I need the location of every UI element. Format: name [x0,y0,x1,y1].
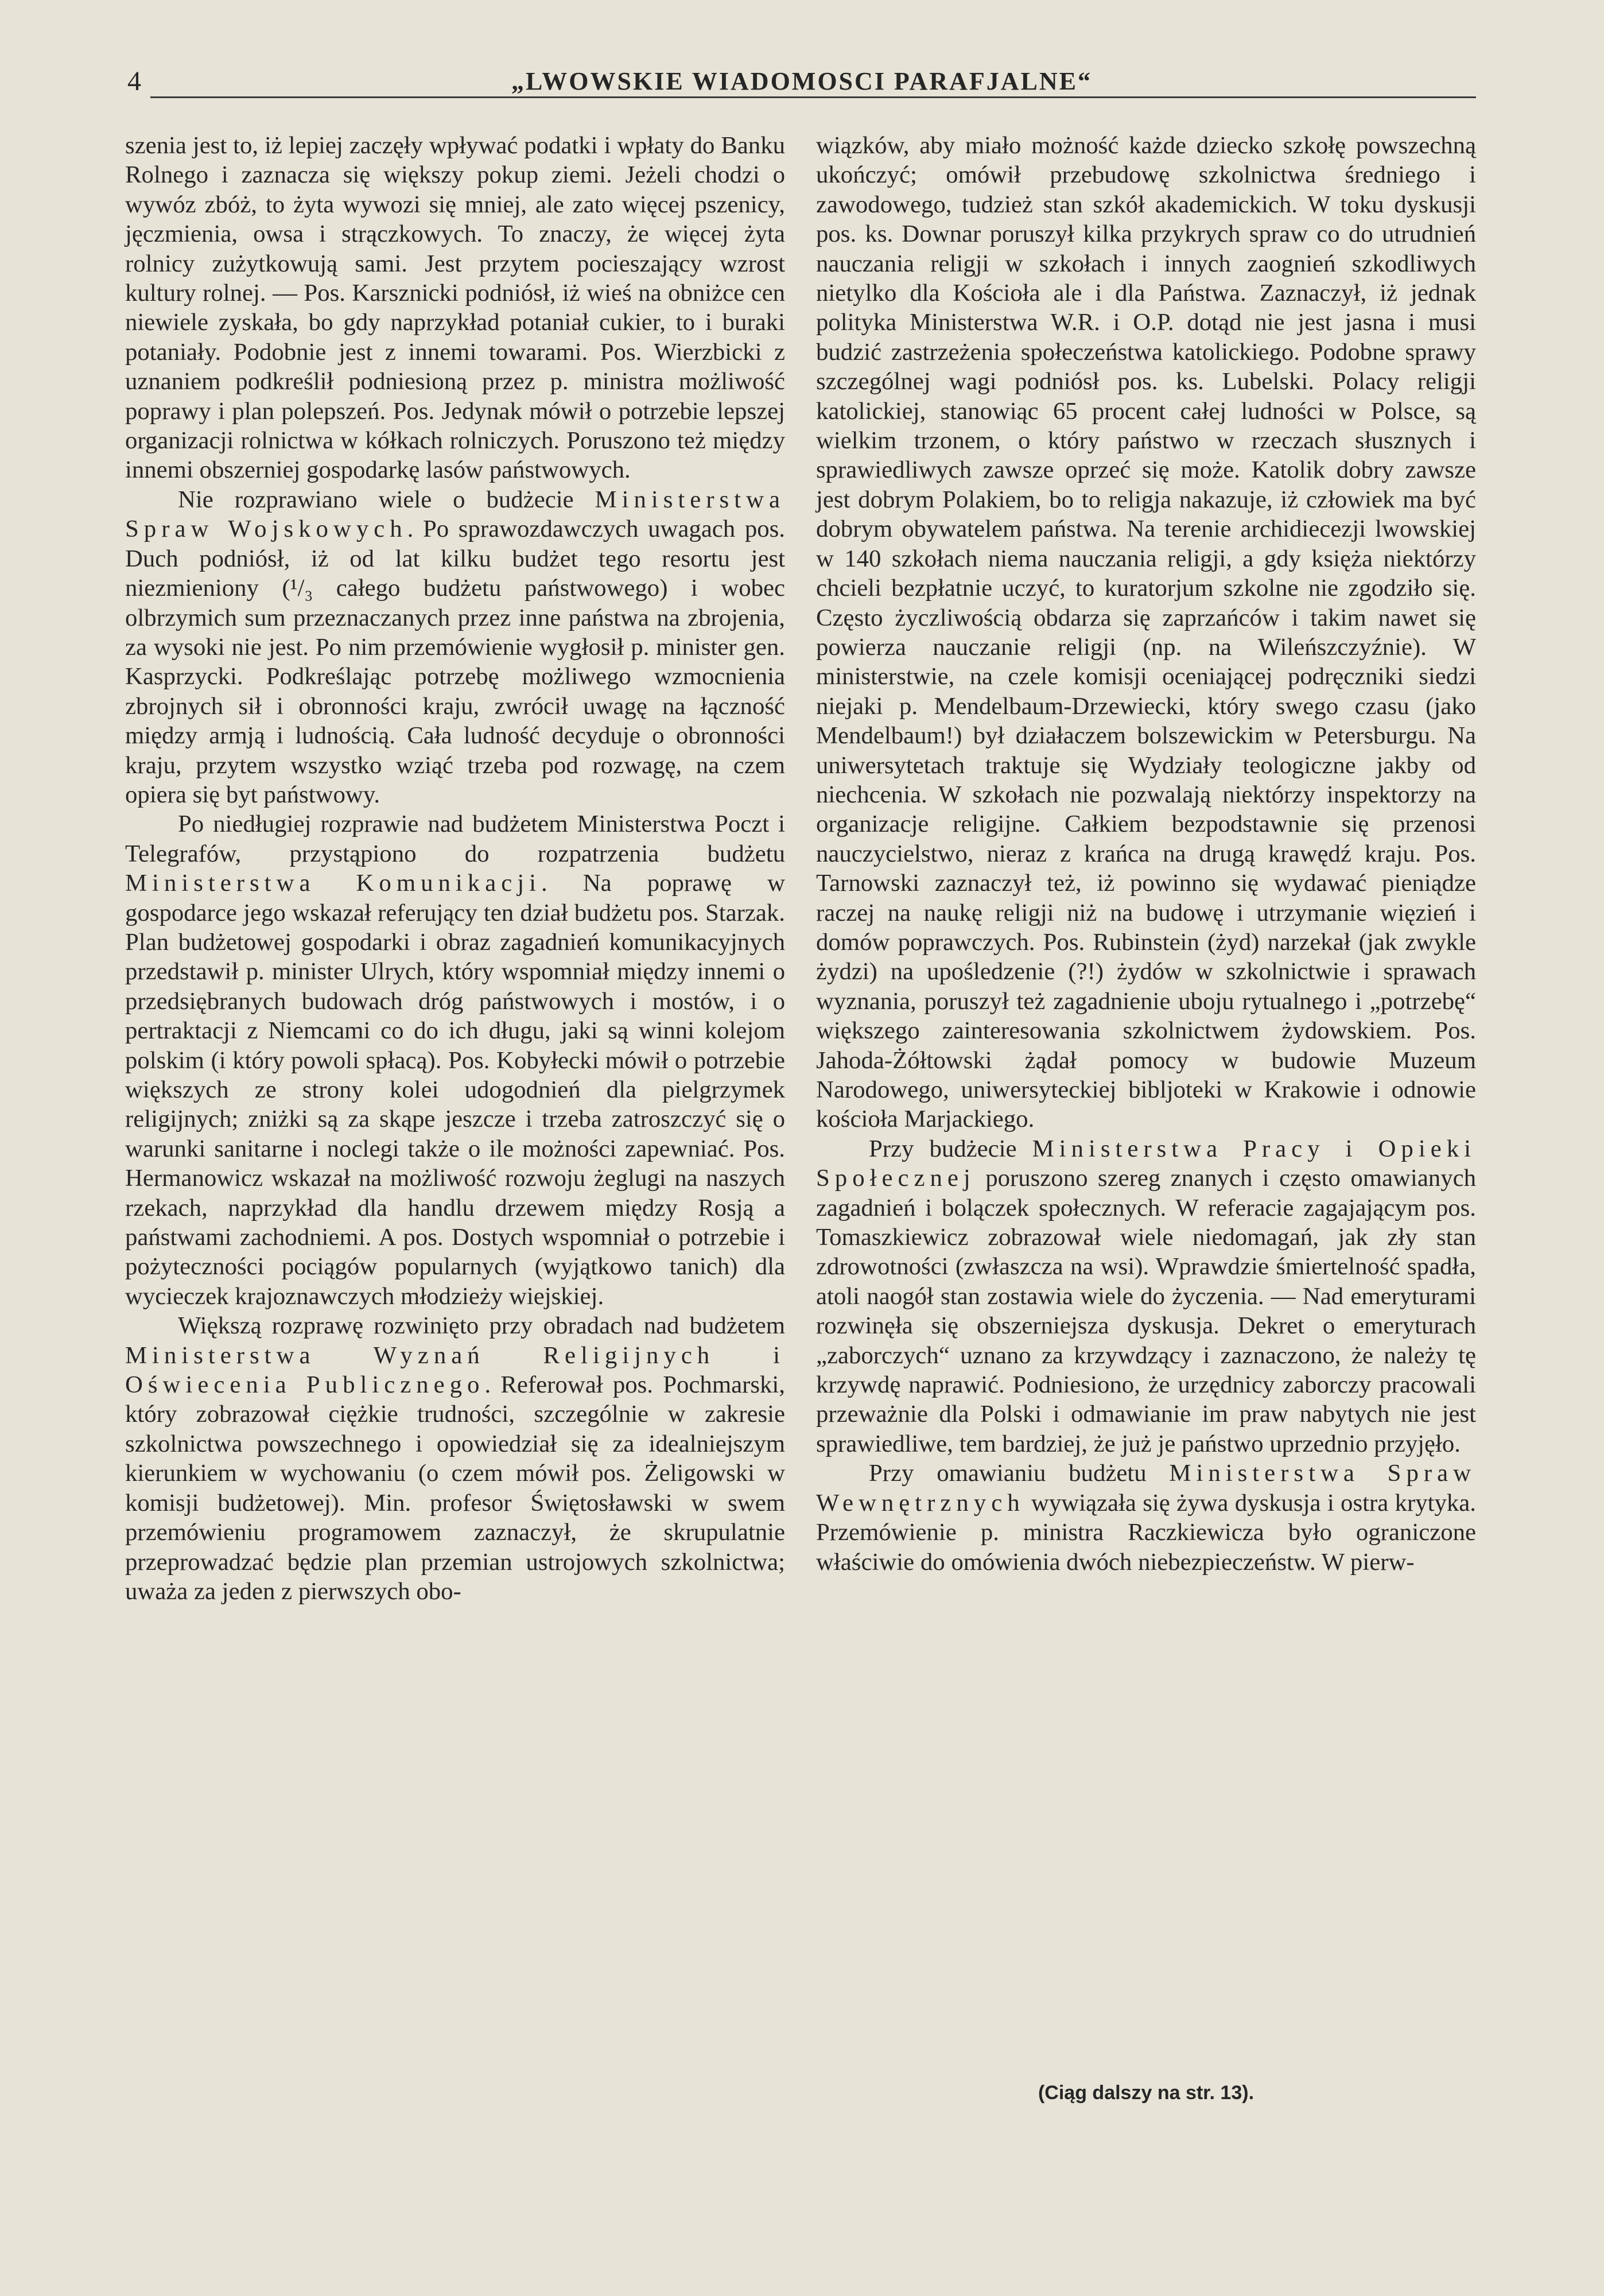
paragraph: Większą rozprawę rozwinięto przy obradach nad budżetem Ministerstwa Wyznań Religijnych i Oświecenia Publicznego. Referował pos. Pochmarski, który zobrazował ciężkie trudności, szczególnie w zakresie szkolnictwa powszechnego i opowiedział się za idealniejszym kierunkiem w wychowaniu (o czem mówił pos. Żeligowski w komisji budżetowej). Min. profesor Świętosławski w swem przemówieniu programowem zaznaczył, że skrupulatnie przeprowadzać będzie plan przemian ustrojowych szkolnictwa; uważa za jeden z pierwszych obo- [125,1312,786,1605]
page-header [127,64,1476,99]
paragraph: Przy omawianiu budżetu Ministerstwa Spraw Wewnętrznych wywiązała się żywa dyskusja i ostra krytyka. Przemówienie p. ministra Raczkiewicza było ograniczone właściwie do omówienia dwóch niebezpieczeństw. W pierw- [816,1460,1477,1576]
right-column [816,131,1476,1577]
page-number: 4 [127,66,141,96]
paragraph: szenia jest to, iż lepiej zaczęły wpływać podatki i wpłaty do Banku Rolnego i zaznacza się większy pokup ziemi. Jeżeli chodzi o wywóz zbóż, to żyta wywozi się mniej, ale zato więcej pszenicy, jęczmienia, owsa i strączkowych. To znaczy, że więcej żyta rolnicy zużytkowują sami. Jest przytem pocieszający wzrost kultury rolnej. — Pos. Karsznicki podniósł, iż wieś na obniżce cen niewiele zyskała, bo gdy naprzykład potaniał cukier, to i buraki potaniały. Podobnie jest z innemi towarami. Pos. Wierzbicki z uznaniem podkreślił podniesioną przez p. ministra możliwość poprawy i plan polepszeń. Pos. Jedynak mówił o potrzebie lepszej organizacji rolnictwa w kółkach rolniczych. Poruszono też między innemi obszerniej gospodarkę lasów państwowych. [125,132,785,484]
running-title: „LWOWSKIE WIADOMOSCI PARAFJALNE“ [511,67,1092,95]
header-rule [150,96,1476,98]
ministry-name: Ministerstwa Spraw Wojskowych [125,486,785,543]
ministry-name: Ministerstwa Spraw Wewnętrznych [816,1460,1477,1517]
ministry-name: Ministerstwa Wyznań Religijnych i Oświecenia Publicznego [125,1341,785,1399]
continuation-note: (Ciąg dalszy na str. 13). [1038,2082,1255,2104]
paragraph: Po niedługiej rozprawie nad budżetem Ministerstwa Poczt i Telegrafów, przystąpiono do rozpatrzenia budżetu Ministerstwa Komunikacji. Na poprawę w gospodarce jego wskazał referujący ten dział budżetu pos. Starzak. Plan budżetowej gospodarki i obraz zagadnień komunikacyjnych przedstawił p. minister Ulrych, który wspomniał między innemi o przedsiębranych budowach dróg państwowych i mostów, i o pertraktacji z Niemcami co do ich długu, jaki są winni kolejom polskim (i który powoli spłacą). Pos. Kobyłecki mówił o potrzebie większych ze strony kolei udogodnień dla pielgrzymek religijnych; zniżki są za skąpe jeszcze i trzeba zatroszczyć się o warunki sanitarne i noclegi także o ile możności zapewniać. Pos. Hermanowicz wskazał na możliwość rozwoju żeglugi na naszych rzekach, naprzykład dla handlu drzewem między Rosją a państwami zachodniemi. A pos. Dostych wspomniał o potrzebie i pożyteczności pociągów popularnych (wyjątkowo tanich) dla wycieczek krajoznawczych młodzieży wiejskiej. [125,810,786,1310]
paragraph: Nie rozprawiano wiele o budżecie Ministerstwa Spraw Wojskowych. Po sprawozdawczych uwagach pos. Duch podniósł, iż od lat kilku budżet tego resortu jest niezmieniony (¹/₃ całego budżetu państwowego) i wobec olbrzymich sum przeznaczanych przez inne państwa na zbrojenia, za wysoki nie jest. Po nim przemówienie wygłosił p. minister gen. Kasprzycki. Podkreślając potrzebę możliwego wzmocnienia zbrojnych sił i obronności kraju, zwrócił uwagę na łączność między armją i ludnością. Cała ludność decyduje o obronności kraju, przytem wszystko wziąć trzeba pod rozwagę, na czem opiera się byt państwowy. [125,486,785,808]
ministry-name: Ministerstwa Komunikacji [125,870,541,897]
paragraph: wiązków, aby miało możność każde dziecko szkołę powszechną ukończyć; omówił przebudowę szkolnictwa średniego i zawodowego, tudzież stan szkół akademickich. W toku dyskusji pos. ks. Downar poruszył kilka przykrych spraw co do utrudnień nauczania religji w szkołach i innych zaognień szkodliwych nietylko dla Kościoła ale i dla Państwa. Zaznaczył, iż jednak polityka Ministerstwa W.R. i O.P. dotąd nie jest jasna i musi budzić zastrzeżenia społeczeństwa katolickiego. Podobne sprawy szczególnej wagi podniósł pos. ks. Lubelski. Polacy religji katolickiej, stanowiąc 65 procent całej ludności w Polsce, są wielkim trzonem, o który państwo w rzeczach słusznych i sprawiedliwych zawsze oprzeć się może. Katolik dobry zawsze jest dobrym Polakiem, bo to religja nakazuje, iż człowiek ma być dobrym obywatelem państwa. Na terenie archidiecezji lwowskiej w 140 szkołach niema nauczania religji, a gdy księża niektórzy chcieli bezpłatnie uczyć, to kuratorjum szkolne nie zgodziło się. Często życzliwością obdarza się zaprzańców i takim nawet się powierza nauczanie religji (np. na Wileńszczyźnie). W ministerstwie, na czele komisji oceniającej podręczniki siedzi niejaki p. Mendelbaum-Drzewiecki, który swego czasu (jako Mendelbaum!) był działaczem bolszewickim w Petersburgu. Na uniwersytetach traktuje się Wydziały teologiczne jakby od niechcenia. W szkołach nie pozwalają niektórzy inspektorzy na organizacje religijne. Całkiem bezpodstawnie się przenosi nauczycielstwo, nieraz z krańca na drugą krawędź kraju. Pos. Tarnowski zaznaczył też, iż powinno się wydawać pieniądze raczej na naukę religji niż na budowę i utrzymanie więzień i domów poprawczych. Pos. Rubinstein (żyd) narzekał (jak zwykle żydzi) na upośledzenie (?!) żydów w szkolnictwie i sprawach wyznania, poruszył też zagadnienie uboju rytualnego i „potrzebę“ większego zainteresowania szkolnictwem żydowskiem. Pos. Jahoda-Żółtowski żądał pomocy w budowie Muzeum Narodowego, uniwersyteckiej bibljoteki w Krakowie i odnowie kościoła Marjackiego. [816,132,1476,1133]
paragraph: Przy budżecie Ministerstwa Pracy i Opieki Społecznej poruszono szereg znanych i często omawianych zagadnień i bolączek społecznych. W referacie zagajającym pos. Tomaszkiewicz zobrazował wiele niedomagań, jak zły stan zdrowotności (zwłaszcza na wsi). Wprawdzie śmiertelność spadła, atoli naogół stan zostawia wiele do życzenia. — Nad emeryturami rozwinęła się obszerniejsza dyskusja. Dekret o emeryturach „zaborczych“ uznano za krzywdzący i zaznaczono, że należy tę krzywdę naprawić. Podniesiono, że urzędnicy zaborczy pracowali przeważnie dla Polski i odmawianie im praw nabytych nie jest sprawiedliwe, tem bardziej, że już je państwo uprzednio przyjęło. [816,1135,1476,1457]
left-column [125,131,785,1606]
ministry-name: Ministerstwa Pracy i Opieki Społecznej [816,1135,1476,1192]
